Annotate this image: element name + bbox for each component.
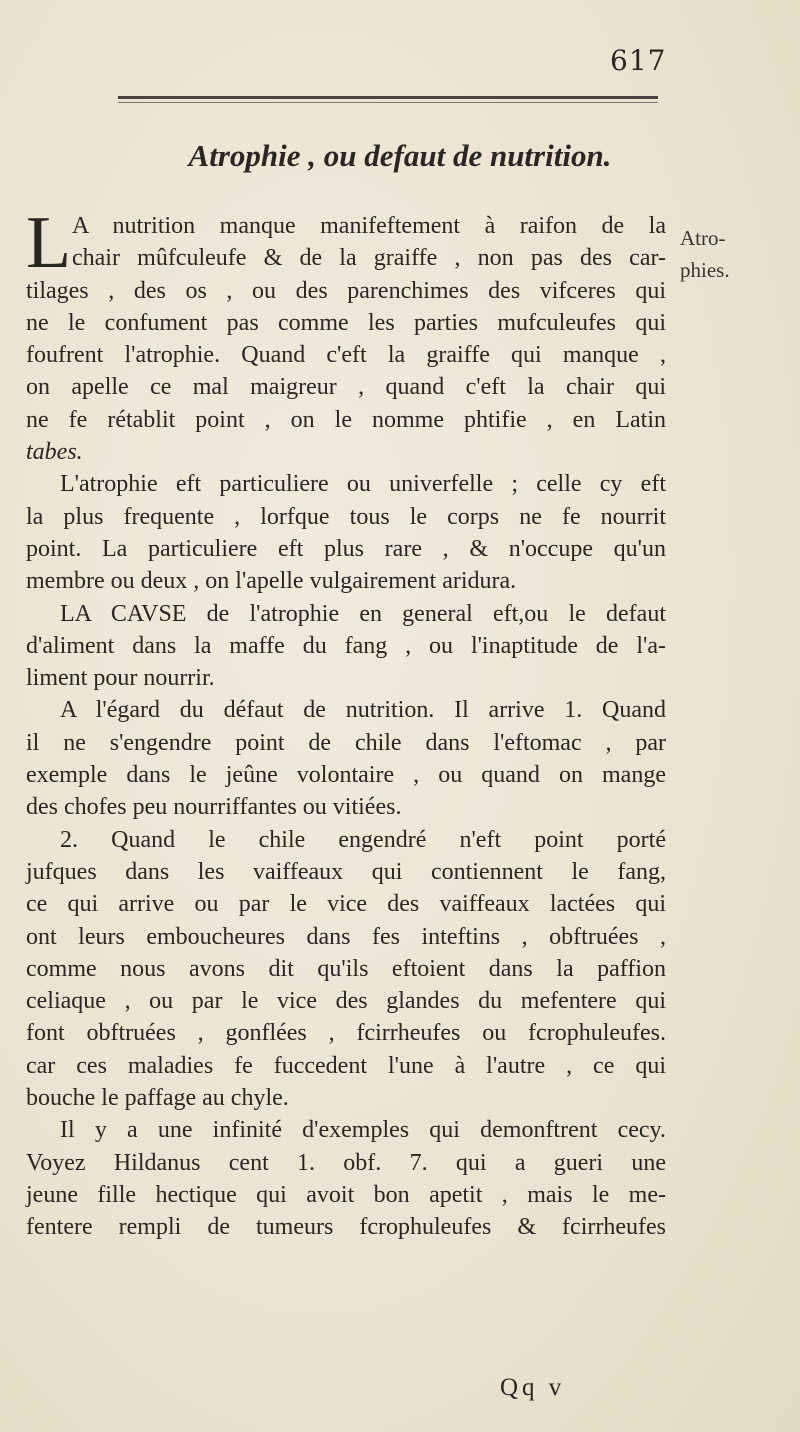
text-line: tilages , des os , ou des parenchimes des vifceres qui — [26, 277, 666, 304]
text-line: L'atrophie eft particuliere ou univerfelle ; celle cy eft — [60, 471, 666, 498]
text-line: ne fe rétablit point , on le nomme phtifie , en Latin — [26, 406, 666, 433]
text-line: celiaque , ou par le vice des glandes du mefentere qui — [26, 988, 666, 1015]
text-line: on apelle ce mal maigreur , quand c'eft la chair qui — [26, 374, 666, 401]
margin-note — [680, 222, 800, 286]
text-line: il ne s'engendre point de chile dans l'eftomac , par — [26, 729, 666, 756]
text-line: d'aliment dans la maffe du fang , ou l'inaptitude de l'a- — [26, 632, 666, 659]
signature-mark: Qq v — [500, 1374, 566, 1401]
text-line: fentere rempli de tumeurs fcrophuleufes & fcirrheufes — [26, 1214, 666, 1241]
text-line: comme nous avons dit qu'ils eftoient dans la paffion — [26, 955, 666, 982]
page-number: 617 — [610, 44, 667, 77]
drop-cap: L — [26, 202, 72, 284]
text-line: A nutrition manque manifeftement à raifon de la — [72, 213, 666, 239]
text-line: ont leurs embouchеures dans fes inteftins , obftruées , — [26, 923, 666, 950]
text-line: chair mûfculeufe & de la graiffe , non pas des car- — [72, 245, 666, 272]
text-line: ce qui arrive ou par le vice des vaiffeaux lactées qui — [26, 891, 666, 918]
text-line: membre ou deux , on l'apelle vulgairement aridura. — [26, 568, 517, 595]
header-rule — [118, 96, 658, 99]
text-line: ne le confument pas comme les parties mufculeufes qui — [26, 309, 666, 336]
text-line: font obftruées , gonflées , fcirrheufes ou fcrophuleufes. — [26, 1020, 666, 1047]
text-line: car ces maladies fe fuccedent l'une à l'autre , ce qui — [26, 1052, 666, 1079]
text-line: A l'égard du défaut de nutrition. Il arrive 1. Quand — [60, 697, 666, 724]
text-line: des chofes peu nourriffantes ou vitiées. — [26, 794, 402, 821]
text-line: la plus frequente , lorfque tous le corps ne fe nourrit — [26, 503, 666, 530]
chapter-title: Atrophie , ou defaut de nutrition. — [188, 138, 612, 173]
text-line: jeune fille hectique qui avoit bon apetit , mais le me- — [26, 1181, 666, 1208]
text-line: LA CAVSE de l'atrophie en general eft,ou le defaut — [60, 600, 666, 627]
text-line: bouche le paffage au chyle. — [26, 1085, 289, 1112]
text-line: liment pour nourrir. — [26, 665, 215, 692]
text-line: Voyez Hildanus cent 1. obf. 7. qui a gueri une — [26, 1149, 666, 1176]
text-line: tabes. — [26, 439, 83, 466]
text-line: point. La particuliere eft plus rare , & n'occupe qu'un — [26, 535, 666, 562]
body-text — [26, 202, 666, 1244]
text-line: jufques dans les vaiffeaux qui contiennent le fang, — [26, 858, 666, 885]
text-line: 2. Quand le chile engendré n'eft point porté — [60, 826, 666, 853]
text-line: Il y a une infinité d'exemples qui demonftrent cecy. — [60, 1117, 666, 1144]
text-line: foufrent l'atrophie. Quand c'eft la graiffe qui manque , — [26, 342, 666, 369]
margin-note-line: Atro- — [680, 226, 726, 250]
margin-note-line: phies. — [680, 258, 730, 282]
text-line: exemple dans le jeûne volontaire , ou quand on mange — [26, 762, 666, 789]
